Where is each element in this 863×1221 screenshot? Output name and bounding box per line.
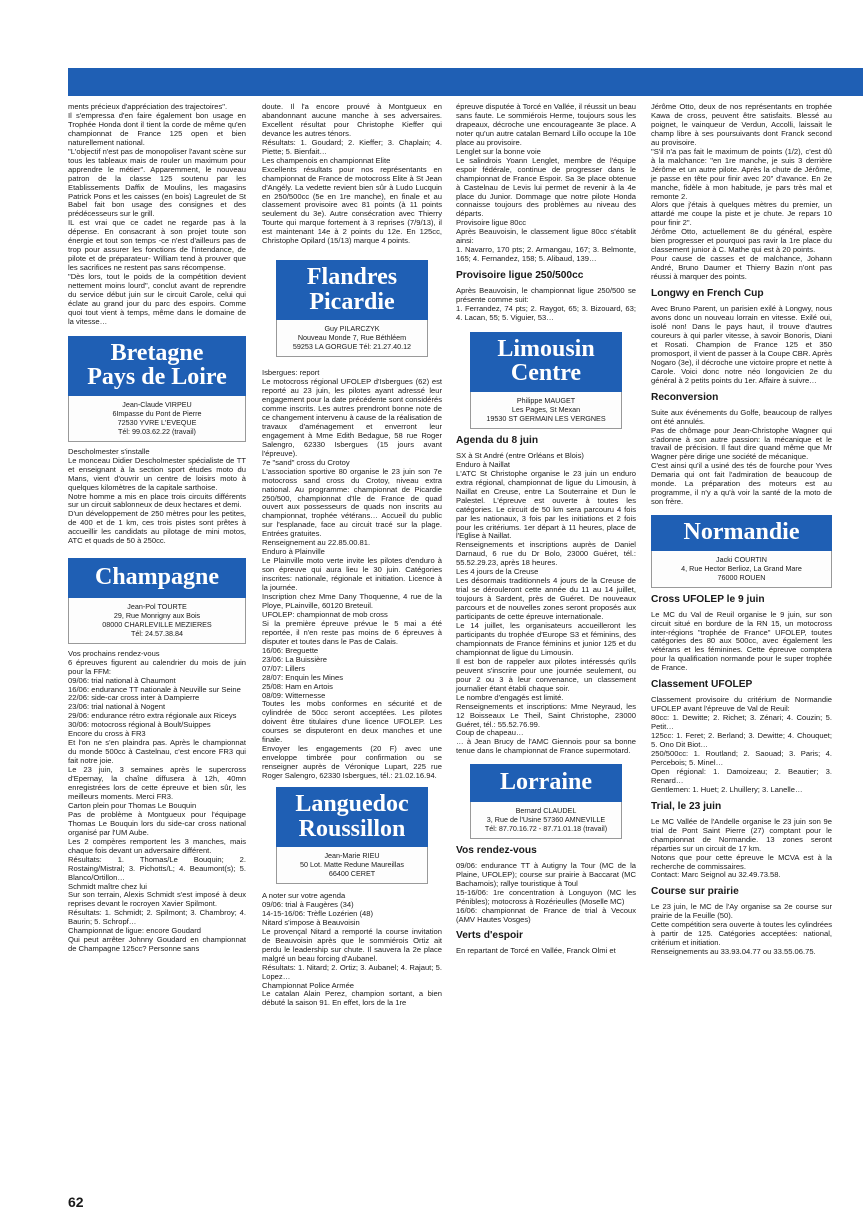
section-heading: Provisoire ligue 250/500cc: [456, 270, 584, 282]
article-text: épreuve disputée à Torcé en Vallée, il réussit un beau sans faute. Le sommiérois Herme, toujours sous les drapeaux, décroche une encourageante 3e place. A noter qu'un autre catalan Bernard Lillo occupe la 10e place au provisoire. Lenglet sur la bonne voie Le salindrois Yoann Lenglet, membre de l'équipe espoir fédérale, continue de progresser dans le championnat de France Espoir. Sa 3e place obtenue à Castelnau de Levis lui permet de revenir à la 4e place du Junior. Dommage que notre pilote Honda connaisse toujours des problèmes au niveau des départs. Provisoire ligue 80cc Après Beauvoisin, le classement ligue 80cc s'établit ainsi: 1. Navarro, 170 pts; 2. Armangau, 167; 3. Belmonte, 165; 4. Fernandez, 158; 5. Alibaud, 139…: [456, 102, 636, 264]
article-text: Jérôme Otto, deux de nos représentants en trophée Kawa de cross, peuvent être satisfaits. Blessé au poignet, le vainqueur de Verdun, Accolli, laissait le champ libre à ses poursuivants dont Franck second au provisoire. "S'il n'a pas fait le maximum de points (1/2), c'est dû à la malchance: "en 1re manche, je suis 3 derrière Jérôme et un autre pilote. Après la chute de Jérôme, je passe en tête pour finir avec 20" d'avance. En 2e manche, fidèle à mon habitude, je pars très mal et remonte 2. Alors que j'étais à quelques mètres du premier, un attardé me coupe la piste et je chute. Je repars 10 pour finir 2". Jérôme Otto, actuellement 8e du général, espère bien progresser et pourquoi pas ravir la 1re place du classement junior à C. Mathe qui est à 20 points. Pour cause de casses et de malchance, Johann André, Bruno Daumer et Thierry Bazin n'ont pas réussi à marquer des points.: [651, 102, 832, 282]
page-number: 62: [68, 1194, 84, 1210]
region-title: Limousin Centre: [470, 332, 622, 392]
section-heading: Reconversion: [651, 391, 719, 403]
section-heading: Course sur prairie: [651, 886, 739, 898]
correspondent-address: Jacki COURTIN 4, Rue Hector Berlioz, La Grand Mare 76000 ROUEN: [651, 551, 832, 588]
region-box-flandres: [276, 260, 428, 357]
region-box-lorraine: [470, 764, 622, 838]
region-box-champagne: [68, 558, 246, 643]
section-heading: Classement UFOLEP: [651, 679, 753, 691]
article-text: Vos prochains rendez-vous 6 épreuves figurent au calendrier du mois de juin pour la FFM: 09/06: trial national à Chaumont 16/06: endurance TT nationale à Neuville sur Seine 22/06: side-car cross inter à Dampierre 23/06: trial national à Nogent 29/06: endurance rétro extra régionale aux Riceys 30/06: motocross régional à Boult/Suippes Encore du cross à FR3 Et l'on ne s'en plaindra pas. Après le championnat du monde 500cc à Castelnau, c'est encore FR3 qui fait notre joie. Le 23 juin, 3 semaines après le supercross d'Epernay, la chaîne diffusera à 12h, 40mn enregistrées lors de cette épreuve et bien sûr, les meilleurs moments. Merci FR3. Carton plein pour Thomas Le Bouquin Pas de problème à Montgueux pour l'équipage Thomas Le Bouquin lors du side-car cross national organisé par l'UM Aube. Les 2 compères remportent les 3 manches, mais chaque fois devant un adversaire différent. Résultats: 1. Thomas/Le Bouquin; 2. Rostaing/Mistral; 3. Pichotts/L; 4. Beaumont(s); 5. Blanco/Ortillon… Schmidt maître chez lui Sur son terrain, Alexis Schmidt s'est imposé à deux reprises devant le rocroyen Xavier Spilmont. Résultats: 1. Schmidt; 2. Spilmont; 3. Chambroy; 4. Baurin; 5. Schropf… Championnat de ligue: encore Goudard Qui peut arrêter Johnny Goudard en championnat de Champagne 125cc? Personne sans: [68, 648, 246, 954]
correspondent-address: Philippe MAUGET Les Pages, St Mexan 19530 ST GERMAIN LES VERGNES: [470, 392, 622, 429]
region-box-languedoc: [276, 787, 428, 884]
article-text: Suite aux événements du Golfe, beaucoup de rallyes ont été annulés. Pas de chômage pour Jean-Christophe Wagner qui s'adonne à son autre passion: la mécanique et le travail de précision. Il faut dire quand même que Mr Wagner père dirige une société de mécanique. C'est ainsi qu'il a usiné des tés de fourche pour Yves Demaria qui ont fait l'admiration de beaucoup de monde. La préparation des moteurs est au programme, il n'y a qu'à voir la santé de la moto de son frère.: [651, 407, 832, 507]
top-banner: [68, 68, 863, 96]
region-title: Normandie: [651, 515, 832, 550]
article-text: A noter sur votre agenda 09/06: trial à Faugères (34) 14-15-16/06: Trèfle Lozérien (48) Nitard s'impose à Beauvoisin Le provençal Nitard a remporté la course invitation de Beauvoisin après que le sommiérois Ortiz ait perdu le leadership sur chute. Il sauvera la 2e place malgré un beau forcing d'Aubanel. Résultats: 1. Nitard; 2. Ortiz; 3. Aubanel; 4. Rajaut; 5. Lopez… Championnat Police Armée Le catalan Alain Perez, champion sortant, a bien débuté la saison 91. En effet, lors de la 1re: [262, 890, 442, 1008]
article-text: doute. Il l'a encore prouvé à Montgueux en abandonnant aucune manche à ses adversaires. Excellent résultat pour Christophe Kieffer qui devance les autres ténors. Résultats: 1. Goudard; 2. Kieffer; 3. Chaplain; 4. Piette; 5. Bienfait… Les champenois en championnat Elite Excellents résultats pour nos représentants en championnat de France de motocross Elite à St Jean d'Angély. La vedette revient bien sûr à Ludo Lucquin en 250/500cc (5e en 1re manche), en finale et au classement provisoire avec 81 points (à 11 points seulement du 3e). Autre consécration avec Thierry Tourte qui marque fortement à 3 reprises (7/9/13), il est maintenant 14e à 2 points du 12e. En 125cc, Christophe Opilard (15/13) marque 4 points.: [262, 102, 442, 246]
region-box-normandie: [651, 515, 832, 587]
section-heading: Vos rendez-vous: [456, 844, 537, 856]
article-text: Le MC Vallée de l'Andelle organise le 23 juin son 9e trial de Pont Saint Pierre (27) comptant pour le championnat de Normandie. 13 zones seront réparties sur un circuit de 17 km. Notons que pour cette épreuve le MCVA est à la recherche de commissaires. Contact: Marc Seignol au 32.49.73.58.: [651, 816, 832, 880]
region-title: Flandres Picardie: [276, 260, 428, 320]
article-text: Avec Bruno Parent, un parisien exilé à Longwy, nous avons donc un nouveau lorrain en vitesse. Exilé oui, isolé non! Dans le pays haut, il trouve d'autres coureurs à qui parler vitesse, à savoir Bonoris, Diani et Rosati. Champion de France 125 et 350 promosport, il vient de passer à la Coupe CBR. Après Nogaro (3e), il décroche une victoire propre et nette à Carole. Voici donc notre néo longovicien 2e du général à 2 petits points du 1er. Affaire à suivre…: [651, 304, 832, 385]
article-text: Descholmester s'installe Le monceau Didier Descholmester spécialiste de TT et enseignant à la section sport études moto du Mans, vient d'ouvrir un centre de loisirs moto à quelques kilomètres de la capitale sarthoise. Notre homme a mis en place trois circuits différents sur un circuit sablonneux de deux hectares et demi. D'un développement de 250 mètres pour les petites, de 400 et de 1 km, ces trois pistes sont prêtes à accueillir les candidats au pilotage de mini motos, ATC et quads de 50 à 250cc.: [68, 446, 246, 546]
correspondent-address: Jean-Claude VIRPEU 6Impasse du Pont de Pierre 72530 YVRE L'EVEQUE Tél: 99.03.62.22 (travail): [68, 396, 246, 442]
article-text: Isbergues: report Le motocross régional UFOLEP d'Isbergues (62) est reporté au 23 juin, les pilotes ayant adressé leur engagement pour la date précédente sont considérés comme inscrits. Les autres prendront bonne note de ce changement intervenu à cause de la réalisation de travaux d'aménagement et enverront leur engagement à Mme Edith Bedague, 58 rue Roger Salengro, 62330 Isbergues (15 jours avant l'épreuve). 7e "sand" cross du Crotoy L'association sportive 80 organise le 23 juin son 7e motocross sand cross du Crotoy, niveau extra national. Au programme: championnat de Picardie 250/500, championnat d'Ile de France de quad ouvert aux possesseurs de quads non inscrits au championnat, trophée vétérans… Accueil du public sur l'esplanade, face au circuit tracé sur la plage. Entrées gratuites. Renseignement au 22.85.00.81. Enduro à Plainville Le Plainville moto verte invite les pilotes d'enduro à son épreuve qui aura lieu le 30 juin. Catégories inscrites: nationale, régionale et initiation. Licence à la journée. Inscription chez Mme Dany Thoquenne, 4 rue de la Ploye, PLainville, 60120 Breteuil. UFOLEP: championnat de mob cross Si la première épreuve prévue le 5 mai a été reportée, il n'en reste pas moins de 6 épreuves à disputer et toutes dans le Pas de Calais. 16/06: Breguette 23/06: La Buissière 07/07: Lillers 28/07: Enquin les Mines 25/08: Ham en Artois 08/09: Witternesse Toutes les mobs conformes en sécurité et de cylindrée de 50cc seront acceptées. Les pilotes doivent être titulaires d'une licence UFOLEP. Les courses se disputeront en deux manches et une finale. Envoyer les engagements (20 F) avec une enveloppe timbrée pour confirmation ou se renseigner auprès de Véronique Lupart, 225 rue Roger Salengro, 62330 Isbergues, tél.: 21.02.16.94.: [262, 368, 442, 781]
region-box-limousin: [470, 332, 622, 429]
correspondent-address: Jean-Pol TOURTE 29, Rue Monrigny aux Bois 08000 CHARLEVILLE MEZIERES Tél: 24.57.38.84: [68, 598, 246, 644]
article-text: En repartant de Torcé en Vallée, Franck Olmi et: [456, 946, 616, 956]
article-text: ments précieux d'appréciation des trajectoires". Il s'empressa d'en faire également bon usage en Trophée Honda dont il tient la corde de même qu'en championnat de France 125 open et bien naturellement national. "L'objectif n'est pas de monopoliser l'avant scène sur tous les tableaux mais de rouler un maximum pour apprendre le métier". Apparemment, le nouveau patron de la classe 125 soutenu par les Etablissements Daffix de Moulins, les magasins Patrick Pons et les caisses (en bois) Lagreulet de St Babel fait bon usage des consignes et des prédécesseurs sur le grill. IL est vrai que ce cadet ne regarde pas à la dépense. En consacrant à son projet toute son énergie et tout son temps -ce n'est d'ailleurs pas de trop pour assurer les fonctions de l'intendance, de pilote et de préparateur- William tend à prouver que les sacrifices ne restent pas sans récompense. "Dès lors, tout le poids de la compétition devient nettement moins lourd", conclut avant de reprendre du service début juin sur le circuit Carole, celui qui éclate au grand jour du parc des espoirs. Comme quoi tout vient à temps, même dans le domaine de la vitesse…: [68, 102, 246, 326]
section-heading: Trial, le 23 juin: [651, 800, 722, 812]
section-heading: Longwy en French Cup: [651, 288, 764, 300]
article-text: Le 23 juin, le MC de l'Ay organise sa 2e course sur prairie de la Feuille (50). Cette compétition sera ouverte à toutes les cylindrées à partir de 125. Catégories acceptées: national, critérium et initiation. Renseignements au 33.93.04.77 ou 33.55.06.75.: [651, 902, 832, 957]
column-3: [456, 103, 636, 956]
correspondent-address: Jean-Marie RIEU 50 Lot. Matte Redune Maureillas 66400 CERET: [276, 847, 428, 884]
region-title: Bretagne Pays de Loire: [68, 336, 246, 396]
region-title: Champagne: [68, 558, 246, 597]
column-4: [651, 103, 832, 957]
region-box-bretagne: [68, 336, 246, 442]
correspondent-address: Guy PILARCZYK Nouveau Monde 7, Rue Béthléem 59253 LA GORGUE Tél: 21.27.40.12: [276, 320, 428, 357]
section-heading: Cross UFOLEP le 9 juin: [651, 593, 765, 605]
region-title: Lorraine: [470, 764, 622, 801]
section-heading: Agenda du 8 juin: [456, 434, 539, 446]
article-text: Le MC du Val de Reuil organise le 9 juin, sur son circuit situé en bordure de la RN 15, un motocross inter-régions "trophée de France" UFOLEP, toutes catégories des 80 aux 500cc, avec également les vétérans et les féminines. Cette épreuve comptera pour la qualification normande pour le super trophée de France.: [651, 609, 832, 673]
correspondent-address: Bernard CLAUDEL 3, Rue de l'Usine 57360 AMNEVILLE Tél: 87.70.16.72 - 87.71.01.18 (travail): [470, 802, 622, 839]
column-1: [68, 103, 246, 954]
article-text: SX à St André (entre Orléans et Blois) Enduro à Naillat L'ATC St Christophe organise le 23 juin un enduro extra régional, championnat de ligue du Limousin, à Naillat en Creuse, entre La Souterraine et Dun le Palestel. L'épreuve est ouverte à toutes les catégories. Le circuit de 50 km sera parcouru 4 fois par les nationaux, 3 fois par les initiations et 2 fois pour les critériums. 1er départ à 11 heures, place de l'Eglise à Naillat. Renseignements et inscriptions auprès de Daniel Darnaud, 6 rue du Dr Bolo, 23000 Guéret, tél.: 55.52.29.23, après 18 heures. Les 4 jours de la Creuse Les désormais traditionnels 4 jours de la Creuse de trial se dérouleront cette année du 11 au 14 juillet, toujours à Sardent, près de Guéret. De nouveaux parcours et de nouvelles zones seront proposés aux participants de cette épreuve internationale. Le 14 juillet, les organisateurs accueilleront les participants du trophée d'Europe S3 et féminins, des championnats de France féminins et junior 125 et du championnat de ligue du Limousin. Il est bon de rappeler aux pilotes intéressés qu'ils peuvent s'inscrire pour une journée seulement, ou pour 2 ou 3 à leur convenance, un classement journalier étant établi chaque soir. Le nombre d'engagés est limité. Renseignements et inscriptions: Mme Neyraud, les 12 Boisseaux Le Theil, Saint Christophe, 23000 Guéret, tél.: 55.52.76.99. Coup de chapeau… … à Jean Brucy de l'AMC Giennois pour sa bonne tenue dans le championnat de France supermotard.: [456, 450, 636, 756]
article-text: 09/06: endurance TT à Autigny la Tour (MC de la Plaine, UFOLEP); course sur prairie à Baccarat (MC Bachamois); rallye touristique à Toul 15-16/06: 1re concentration à Longuyon (MC les Pénibles); motocross à Rozérieulles (Moselle MC) 16/06: championnat de France de trial à Vecoux (AMV Hautes Vosges): [456, 860, 636, 924]
article-text: Classement provisoire du critérium de Normandie UFOLEP avant l'épreuve de Val de Reuil: 80cc: 1. Dewitte; 2. Richet; 3. Zénari; 4. Couzin; 5. Petit… 125cc: 1. Feret; 2. Berland; 3. Dewitte; 4. Chouquet; 5. Ono Dit Biot… 250/500cc: 1. Routland; 2. Saouad; 3. Paris; 4. Percebois; 5. Minel… Open régional: 1. Damoizeau; 2. Beautier; 3. Renard… Gentlemen: 1. Huet; 2. Lhuillery; 3. Lanelle…: [651, 695, 832, 794]
column-2: [262, 103, 442, 1008]
region-title: Languedoc Roussillon: [276, 787, 428, 847]
article-text: Après Beauvoisin, le championnat ligue 250/500 se présente comme suit: 1. Ferrandez, 74 pts; 2. Raygot, 65; 3. Bizouard, 63; 4. Lacan, 55; 5. Viguier, 53…: [456, 286, 636, 323]
section-heading: Verts d'espoir: [456, 930, 523, 942]
